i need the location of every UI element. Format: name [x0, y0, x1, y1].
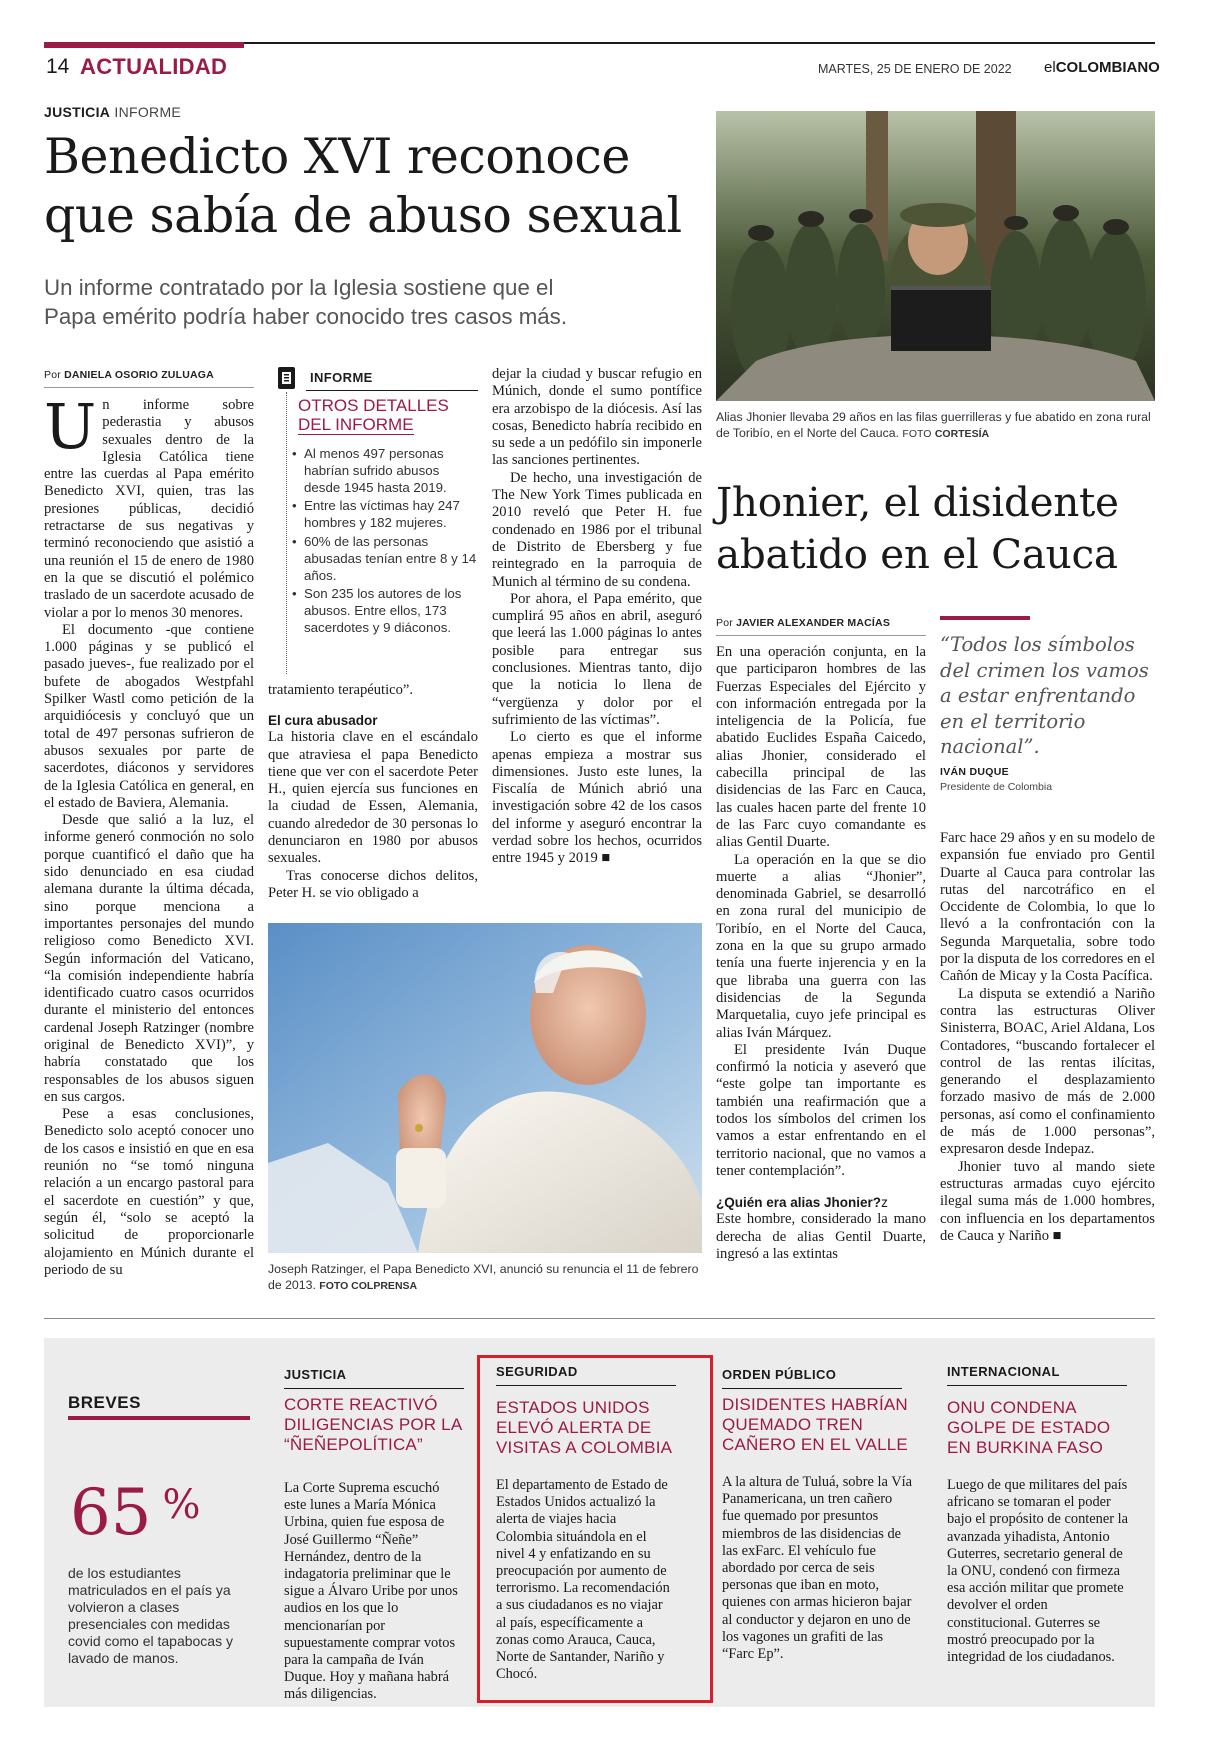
- paragraph: dejar la ciudad y buscar refugio en Múnich, donde el sumo pontífice era arzobispo de la diócesis. Así las cosas, Benedicto habría recibido en su sede a un pedófilo sin imponerle las sanciones pertinentes.: [492, 366, 702, 469]
- brief-headline: ESTADOS UNIDOS ELEVÓ ALERTA DE VISITAS A COLOMBIA: [496, 1398, 673, 1457]
- paragraph: El documento -que contiene 1.000 páginas y se publicó el pasado jueves-, fue realizado por el bufete de abogados Westpfahl Spilker Wastl como petición de la arquidiócesis y concluyó que un total de 497 personas sufrieron de abusos sexuales por parte de sacerdotes, diáconos y servidores de la Iglesia Católica en general, en el estado de Baviera, Alemania.: [44, 621, 254, 811]
- article2-byline: [716, 617, 890, 629]
- stat-number: 65: [70, 1476, 152, 1550]
- brief-headline: DISIDENTES HABRÍAN QUEMADO TREN CAÑERO EN EL VALLE: [722, 1395, 908, 1454]
- logo-main: COLOMBIANO: [1055, 59, 1160, 76]
- paragraph: La disputa se extendió a Nariño contra las estructuras Oliver Sinisterra, BOAC, Ariel Aldana, Los Contadores, “buscando fortalecer el control de las rentas ilícitas, generando el desplazamiento forzado masivo de más de 2.000 personas, así como el confinamiento de más de 1.000 personas”, expresaron desde Indepaz.: [940, 985, 1155, 1158]
- document-icon: [277, 366, 296, 390]
- brief-headline: ONU CONDENA GOLPE DE ESTADO EN BURKINA FASO: [947, 1398, 1111, 1457]
- brief-kicker: INTERNACIONAL: [947, 1364, 1060, 1379]
- brief-internacional: [947, 1364, 1132, 1666]
- paragraph: Tras conocerse dichos delitos, Peter H. se vio obligado a: [268, 867, 478, 901]
- photo-credit-prefix: FOTO: [902, 427, 932, 440]
- brief-orden-publico: [722, 1367, 912, 1663]
- article2-column-1: [716, 644, 926, 1262]
- box-list: [290, 446, 478, 639]
- article1-column-3: [492, 366, 702, 906]
- brief-body: La Corte Suprema escuchó este lunes a María Mónica Urbina, quien fue esposa de José Guillermo “Ñeñe” Hernández, dentro de la indagatoria preliminar que le sigue a Álvaro Uribe por unos audios en los que lo mencionarían por supuestamente comprar votos para la campaña de Iván Duque. Hoy y mañana habrá más diligencias.: [284, 1480, 458, 1703]
- brief-kicker: JUSTICIA: [284, 1367, 347, 1382]
- brief-body: A la altura de Tuluá, sobre la Vía Panamericana, un tren cañero fue quemado por presuntos miembros de las disidencias de las exFarc. El vehículo fue abordado por cerca de seis personas que iban en moto, quienes con armas hicieron bajar al conductor y dejaron en uno de los vagones un grafiti de las “Farc Ep”.: [722, 1474, 912, 1663]
- byline-name: JAVIER ALEXANDER MACÍAS: [736, 617, 891, 629]
- brief-kicker: SEGURIDAD: [496, 1364, 578, 1379]
- list-item: • Entre las víctimas hay 247 hombres y 182 mujeres.: [290, 498, 478, 532]
- paragraph: Lo cierto es que el informe apenas empieza a mostrar sus dimensiones. Justo este lunes, la Fiscalía de Múnich abrió una investigación sobre 42 de los casos del informe y aseguró encontrar la verdad sobre los hechos, ocurridos entre 1945 y 2019 ■: [492, 729, 702, 867]
- quote-text: “Todos los símbolos del crimen los vamos a estar enfrentando en el territorio nacional”.: [940, 633, 1149, 758]
- paragraph: tratamiento terapéutico”.: [268, 682, 414, 698]
- pope-photo: [268, 923, 702, 1253]
- article1-byline: [44, 369, 214, 381]
- paragraph: El presidente Iván Duque confirmó la noticia y aseveró que “este golpe tan importante es también una reafirmación que a todos los símbolos del crimen los vamos a estar enfrentando en el territorio nacional, que no vamos a tener contemplación”.: [716, 1041, 926, 1179]
- brief-body: El departamento de Estado de Estados Unidos actualizó la alerta de viajes hacia Colombia situándola en el nivel 4 y enfatizando en su preocupación por aumento de terrorismo. La recomendación a sus ciudadanos es no viajar al país, específicamente a zonas como Arauca, Cauca, Norte de Santander, Nariño y Chocó.: [496, 1477, 670, 1683]
- paragraph: En una operación conjunta, en la que participaron hombres de las Fuerzas Especiales del Ejército y con información entregada por la inteligencia de la Policía, fue abatido Euclides España Caicedo, alias Jhonier, considerado el cabecilla principal de las disidencias de las Farc en Cauca, las cuales hacen parte del frente 10 de las Farc cuyo comandante es alias Gentil Duarte.: [716, 644, 926, 851]
- box-title-line-1: OTROS DETALLES: [298, 396, 449, 415]
- subhead-line-1: Un informe contratado por la Iglesia sostiene que el: [44, 275, 554, 300]
- paragraph: n informe sobre pederastia y abusos sexuales dentro de la Iglesia Católica tiene entre las cuerdas al Papa emérito Benedicto XVI, quien, tras las presiones públicas, decidió retractarse de sus negativas y terminó reconociendo que asistió a una reunión el 15 de enero de 1980 en la que se discutió el polémico traslado de un sacerdote acusado de violar a por lo menos 30 menores.: [44, 397, 254, 621]
- box-label-rule: [306, 390, 478, 391]
- pull-quote: [940, 616, 1155, 796]
- issue-date: MARTES, 25 DE ENERO DE 2022: [818, 62, 1012, 76]
- byline-prefix: Por: [716, 617, 733, 629]
- headline-line-1: Jhonier, el disidente: [716, 478, 1119, 526]
- photo-credit: FOTO COLPRENSA: [319, 1279, 418, 1292]
- brief-seguridad: [496, 1364, 676, 1683]
- box-title-line-2: DEL INFORME: [298, 415, 414, 434]
- quote-role: Presidente de Colombia: [940, 781, 1053, 793]
- article1-subhead: [44, 273, 704, 331]
- article1-headline: [44, 127, 704, 245]
- jhonier-photo: [716, 111, 1155, 401]
- photo-credit: CORTESÍA: [934, 427, 990, 440]
- section-name: ACTUALIDAD: [80, 54, 228, 79]
- section-divider: [44, 1318, 1155, 1319]
- brief-kicker-rule: [496, 1385, 676, 1386]
- kicker-light: INFORME: [114, 104, 182, 120]
- section-subhead: El cura abusador: [268, 713, 378, 729]
- article1-kicker: [44, 104, 181, 120]
- article2-column-2: [940, 830, 1155, 1244]
- subhead-line-2: Papa emérito podría haber conocido tres casos más.: [44, 304, 568, 329]
- byline-rule: [44, 387, 254, 388]
- kicker-bold: JUSTICIA: [44, 104, 111, 120]
- brief-justicia: [284, 1367, 464, 1704]
- article1-column-2: [268, 682, 478, 907]
- paragraph: Pese a esas conclusiones, Benedicto solo aceptó conocer uno de los casos e insistió en que en esa reunión no “se tomó ninguna relación a un encargo pastoral para el sacerdote en cuestión” y que, según él, “solo se aceptó la solicitud de proporcionarle alojamiento en Múnich durante el periodo de su: [44, 1106, 254, 1278]
- quote-author: IVÁN DUQUE: [940, 766, 1009, 778]
- masthead-logo: [1044, 59, 1160, 76]
- list-item: • Son 235 los autores de los abusos. Entre ellos, 173 sacerdotes y 9 diáconos.: [290, 586, 478, 636]
- quote-accent-rule: [940, 616, 1030, 620]
- report-info-box: [268, 366, 478, 676]
- byline-rule: [716, 635, 926, 636]
- pope-photo-caption: [268, 1262, 702, 1294]
- briefs-label: BREVES: [68, 1393, 141, 1412]
- drop-cap: U: [44, 390, 97, 463]
- paragraph: La historia clave en el escándalo que atraviesa el papa Benedicto tiene que ver con el sacerdote Peter H., quien ejercía sus funciones en la ciudad de Essen, Alemania, cuando alrededor de 30 personas lo denunciaron en 1980 por abusos sexuales.: [268, 729, 478, 867]
- logo-prefix: el: [1044, 59, 1056, 76]
- header-accent-rule: [44, 42, 244, 48]
- list-item: • 60% de las personas abusadas tenían entre 8 y 14 años.: [290, 534, 478, 584]
- brief-body: Luego de que militares del país africano se tomaran el poder bajo el propósito de contener la avanzada yihadista, Antonio Guterres, secretario general de la ONU, condenó con firmeza esa acción militar que promete devolver el orden constitucional. Guterres se mostró preocupado por la integridad de los ciudadanos.: [947, 1477, 1129, 1666]
- jhonier-photo-caption: [716, 410, 1155, 442]
- brief-kicker-rule: [947, 1385, 1127, 1386]
- paragraph: Jhonier tuvo al mando siete estructuras armadas cuyo ejército ilegal suma más de 1.000 hombres, con influencia en los departamentos de Cauca y Nariño ■: [940, 1158, 1155, 1244]
- paragraph: Por ahora, el Papa emérito, que cumplirá 95 años en abril, aseguró que leerá las 1.000 páginas lo antes posible para entregar sus conclusiones. Mientras tanto, dijo que la noticia lo llena de “vergüenza y dolor por el sufrimiento de las víctimas”.: [492, 590, 702, 728]
- paragraph: Desde que salió a la luz, el informe generó conmoción no solo porque cuantificó el daño que ha sido denunciado en esa ciudad alemana durante la última década, sino porque menciona a importantes personajes del mundo religioso como Benedicto XVI. Según información del Vaticano, “la comisión independiente habría identificado cuatro casos ocurridos durante el ministerio del entonces cardenal Joseph Ratzinger (nombre original de Benedicto XVI)”, y habría constatado que los responsables de los abusos siguen en sus cargos.: [44, 812, 254, 1105]
- headline-line-2: abatido en el Cauca: [716, 530, 1118, 578]
- byline-prefix: Por: [44, 369, 61, 381]
- box-vertical-rule: [286, 392, 287, 674]
- list-item: • Al menos 497 personas habrían sufrido abusos desde 1945 hasta 2019.: [290, 446, 478, 496]
- box-title: [298, 396, 449, 435]
- brief-kicker: ORDEN PÚBLICO: [722, 1367, 837, 1382]
- stat-unit: %: [162, 1482, 201, 1528]
- box-label: INFORME: [310, 370, 373, 385]
- subhead-text: ¿Quién era alias Jhonier?: [716, 1195, 882, 1211]
- caption-text: Joseph Ratzinger, el Papa Benedicto XVI, anunció su renuncia el 11 de febrero de 2013.: [268, 1262, 699, 1292]
- brief-kicker-rule: [284, 1388, 464, 1389]
- stat-value: [70, 1478, 201, 1548]
- headline-line-2: que sabía de abuso sexual: [44, 187, 682, 244]
- page-number: 14: [46, 55, 70, 78]
- article2-headline: [716, 476, 1155, 580]
- briefs-label-rule: [68, 1416, 250, 1420]
- caption-text: Alias Jhonier llevaba 29 años en las filas guerrilleras y fue abatido en zona rural de Toribío, en el Norte del Cauca.: [716, 410, 1151, 440]
- header-bar: [44, 42, 1160, 82]
- byline-name: DANIELA OSORIO ZULUAGA: [64, 369, 214, 381]
- headline-line-1: Benedicto XVI reconoce: [44, 128, 630, 185]
- article1-column-1: [44, 390, 254, 1300]
- section-subhead: [716, 1194, 926, 1211]
- paragraph: De hecho, una investigación de The New York Times publicada en 2010 reveló que Peter H. fue condenado en 1986 por el tribunal de Distrito de Ebersberg y fue reintegrado en la parroquia de Munich al término de su condena.: [492, 469, 702, 590]
- brief-kicker-rule: [722, 1388, 902, 1389]
- paragraph: Este hombre, considerado la mano derecha de alias Gentil Duarte, ingresó a las extintas: [716, 1211, 926, 1262]
- subhead-tail: z: [881, 1195, 888, 1211]
- paragraph: La operación en la que se dio muerte a alias “Jhonier”, denominada Gabriel, se desarrolló en zona rural del municipio de Toribío, en el Norte del Cauca, zona en la que su grupo armado tenía una fuerte injerencia y en la que libraba una guerra con las disidencias de la Segunda Marquetalia, cuyo jefe principal es alias Iván Márquez.: [716, 851, 926, 1041]
- paragraph: Farc hace 29 años y en su modelo de expansión fue enviado pro Gentil Duarte al Cauca para controlar las rutas del narcotráfico en el Occidente de Colombia, lo que lo llevó a la confrontación con la Segunda Marquetalia, sobre todo por la disputa de los corredores en el Cañón de Micay y la Costa Pacífica.: [940, 830, 1155, 985]
- stat-text: de los estudiantes matriculados en el país ya volvieron a clases presenciales con medidas covid como el tapabocas y lavado de manos.: [68, 1565, 233, 1666]
- brief-headline: CORTE REACTIVÓ DILIGENCIAS POR LA “ÑEÑEPOLÍTICA”: [284, 1395, 462, 1454]
